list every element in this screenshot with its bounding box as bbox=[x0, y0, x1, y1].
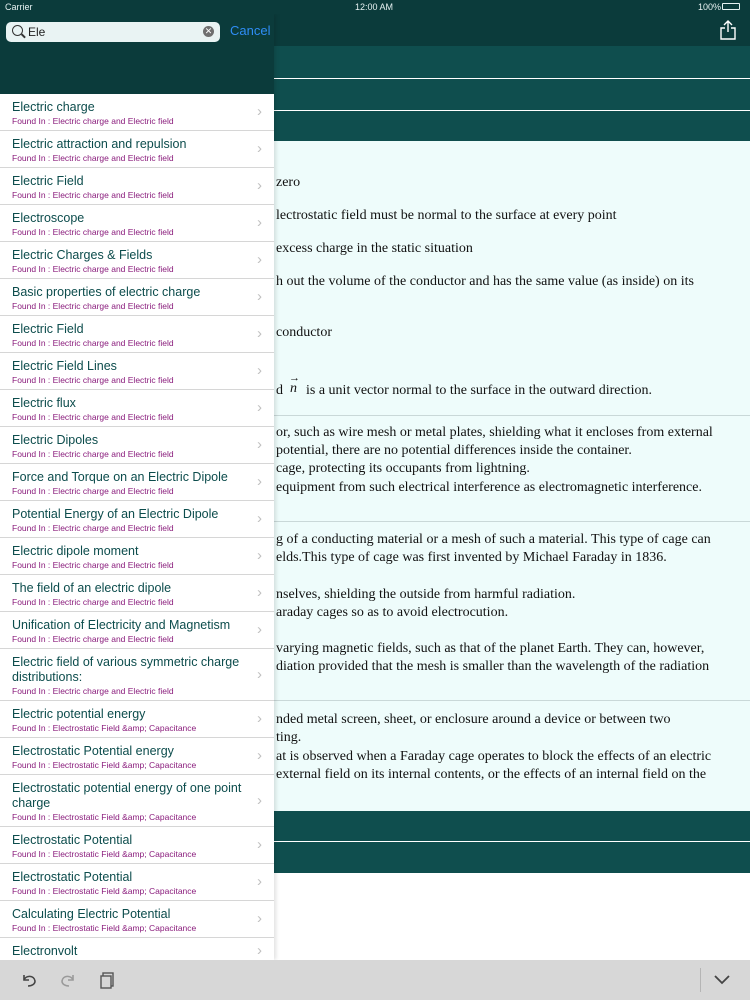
list-item[interactable] bbox=[0, 242, 274, 279]
divider bbox=[272, 521, 750, 522]
chevron-right-icon: › bbox=[257, 941, 262, 959]
undo-icon[interactable] bbox=[20, 972, 38, 988]
chevron-right-icon: › bbox=[257, 621, 262, 638]
content-line: nselves, shielding the outside from harmful radiation. bbox=[276, 587, 576, 602]
content-line: or, such as wire mesh or metal plates, shielding what it encloses from external bbox=[276, 425, 713, 440]
result-found-in: Found In : Electric charge and Electric field bbox=[12, 190, 174, 200]
battery-label: 100% bbox=[698, 2, 722, 12]
result-title: Electric dipole moment bbox=[12, 544, 139, 558]
list-item[interactable] bbox=[0, 827, 274, 864]
chevron-right-icon: › bbox=[257, 436, 262, 453]
result-title: Electric charge bbox=[12, 100, 95, 114]
result-found-in: Found In : Electric charge and Electric field bbox=[12, 686, 174, 696]
result-title: Electric attraction and repulsion bbox=[12, 137, 187, 151]
result-title: Electric Field Lines bbox=[12, 359, 117, 373]
chevron-right-icon: › bbox=[257, 710, 262, 727]
result-title: Electric Charges & Fields bbox=[12, 248, 153, 262]
result-found-in: Found In : Electric charge and Electric field bbox=[12, 449, 174, 459]
result-found-in: Found In : Electric charge and Electric field bbox=[12, 264, 174, 274]
results-list bbox=[0, 94, 274, 960]
result-found-in: Found In : Electric charge and Electric field bbox=[12, 523, 174, 533]
list-item[interactable] bbox=[0, 612, 274, 649]
list-item[interactable] bbox=[0, 168, 274, 205]
chevron-right-icon: › bbox=[257, 791, 262, 809]
content-line: ting. bbox=[276, 730, 302, 745]
result-found-in: Found In : Electric charge and Electric field bbox=[12, 338, 174, 348]
list-item[interactable] bbox=[0, 316, 274, 353]
content-line: g of a conducting material or a mesh of such a material. This type of cage can bbox=[276, 532, 711, 547]
clear-icon[interactable]: ✕ bbox=[204, 26, 213, 36]
list-item[interactable] bbox=[0, 575, 274, 612]
content-line: h out the volume of the conductor and has the same value (as inside) on its bbox=[276, 274, 694, 289]
list-item[interactable] bbox=[0, 701, 274, 738]
result-title: Electric Field bbox=[12, 174, 84, 188]
content-line: varying magnetic fields, such as that of the planet Earth. They can, however, bbox=[276, 641, 705, 656]
result-title: Electric Field bbox=[12, 322, 84, 336]
list-item[interactable] bbox=[0, 938, 274, 960]
result-title: Force and Torque on an Electric Dipole bbox=[12, 470, 228, 484]
search-input[interactable] bbox=[6, 22, 220, 42]
chevron-right-icon: › bbox=[257, 910, 262, 927]
share-icon[interactable] bbox=[719, 20, 737, 40]
list-item[interactable] bbox=[0, 901, 274, 938]
search-icon bbox=[12, 25, 23, 36]
content-line: diation provided that the mesh is smaller than the wavelength of the radiation bbox=[276, 659, 710, 674]
redo-icon[interactable] bbox=[59, 972, 77, 988]
content-line: lectrostatic field must be normal to the surface at every point bbox=[276, 208, 617, 223]
chevron-right-icon: › bbox=[257, 325, 262, 342]
result-title: Electric field of various symmetric charge distributions: bbox=[12, 655, 240, 684]
result-found-in: Found In : Electrostatic Field &amp; Capacitance bbox=[12, 849, 197, 859]
result-found-in: Found In : Electrostatic Field &amp; Capacitance bbox=[12, 760, 197, 770]
result-title: Unification of Electricity and Magnetism bbox=[12, 618, 231, 632]
result-title: Calculating Electric Potential bbox=[12, 907, 171, 921]
list-item[interactable] bbox=[0, 775, 274, 827]
content-line: excess charge in the static situation bbox=[276, 241, 473, 256]
list-item[interactable] bbox=[0, 205, 274, 242]
chevron-right-icon: › bbox=[257, 473, 262, 490]
cancel-button[interactable]: Cancel bbox=[230, 23, 271, 38]
list-item[interactable] bbox=[0, 738, 274, 775]
result-title: Electrostatic Potential bbox=[12, 833, 133, 847]
content-line: cage, protecting its occupants from lightning. bbox=[276, 461, 530, 476]
content-line: zero bbox=[276, 175, 301, 190]
result-title: Electrostatic potential energy of one point charge bbox=[12, 781, 242, 810]
content-line: is a unit vector normal to the surface in the outward direction. bbox=[306, 383, 653, 398]
content-line: equipment from such electrical interference as electromagnetic interference. bbox=[276, 480, 702, 495]
list-item[interactable] bbox=[0, 94, 274, 131]
result-found-in: Found In : Electric charge and Electric field bbox=[12, 486, 174, 496]
list-item[interactable] bbox=[0, 390, 274, 427]
result-found-in: Found In : Electric charge and Electric field bbox=[12, 116, 174, 126]
result-found-in: Found In : Electrostatic Field &amp; Capacitance bbox=[12, 923, 197, 933]
chevron-right-icon: › bbox=[257, 836, 262, 853]
result-found-in: Found In : Electric charge and Electric field bbox=[12, 153, 174, 163]
search-results-panel bbox=[0, 14, 274, 960]
list-item[interactable] bbox=[0, 427, 274, 464]
divider bbox=[272, 415, 750, 416]
chevron-right-icon: › bbox=[257, 399, 262, 416]
list-item[interactable] bbox=[0, 464, 274, 501]
result-found-in: Found In : Electrostatic Field &amp; Capacitance bbox=[12, 812, 197, 822]
result-found-in: Found In : Electric charge and Electric field bbox=[12, 227, 174, 237]
toolbar-divider bbox=[700, 968, 701, 992]
vector-n-symbol: → n bbox=[289, 372, 300, 396]
list-item[interactable] bbox=[0, 864, 274, 901]
result-title: Potential Energy of an Electric Dipole bbox=[12, 507, 219, 521]
chevron-right-icon: › bbox=[257, 140, 262, 157]
result-title: Electric flux bbox=[12, 396, 76, 410]
search-bar bbox=[0, 14, 274, 94]
content-line: at is observed when a Faraday cage operates to block the effects of an electric bbox=[276, 749, 712, 764]
result-found-in: Found In : Electric charge and Electric field bbox=[12, 597, 174, 607]
chevron-right-icon: › bbox=[257, 251, 262, 268]
list-item[interactable] bbox=[0, 538, 274, 575]
result-title: Electrostatic Potential bbox=[12, 870, 133, 884]
content-line: d bbox=[276, 383, 283, 398]
result-found-in: Found In : Electric charge and Electric field bbox=[12, 412, 174, 422]
result-found-in: Found In : Electric charge and Electric field bbox=[12, 375, 174, 385]
result-title: Electrostatic Potential energy bbox=[12, 744, 174, 758]
chevron-right-icon: › bbox=[257, 584, 262, 601]
result-found-in: Found In : Electric charge and Electric field bbox=[12, 301, 174, 311]
carrier-label: Carrier bbox=[5, 2, 33, 12]
result-title: Electric potential energy bbox=[12, 707, 146, 721]
result-found-in: Found In : Electric charge and Electric field bbox=[12, 560, 174, 570]
chevron-right-icon: › bbox=[257, 214, 262, 231]
clock: 12:00 AM bbox=[355, 2, 394, 12]
list-item[interactable] bbox=[0, 131, 274, 168]
chevron-right-icon: › bbox=[257, 747, 262, 764]
content-line: elds.This type of cage was first invented by Michael Faraday in 1836. bbox=[276, 550, 667, 565]
result-title: The field of an electric dipole bbox=[12, 581, 172, 595]
list-item[interactable] bbox=[0, 279, 274, 316]
chevron-right-icon: › bbox=[257, 547, 262, 564]
divider bbox=[272, 700, 750, 701]
result-title: Electronvolt bbox=[12, 944, 78, 958]
result-found-in: Found In : Electric charge and Electric field bbox=[12, 634, 174, 644]
result-title: Electric Dipoles bbox=[12, 433, 99, 447]
content-line: conductor bbox=[276, 325, 332, 340]
content-line: potential, there are no potential differences inside the container. bbox=[276, 443, 632, 458]
chevron-right-icon: › bbox=[257, 873, 262, 890]
chevron-down-icon[interactable] bbox=[713, 974, 731, 986]
content-line: nded metal screen, sheet, or enclosure around a device or between two bbox=[276, 712, 671, 727]
chevron-right-icon: › bbox=[257, 510, 262, 527]
chevron-right-icon: › bbox=[257, 177, 262, 194]
chevron-right-icon: › bbox=[257, 362, 262, 379]
chevron-right-icon: › bbox=[257, 103, 262, 120]
clipboard-icon[interactable] bbox=[99, 971, 117, 989]
result-found-in: Found In : Electrostatic Field &amp; Capacitance bbox=[12, 886, 197, 896]
content-line: external field on its internal contents, or the effects of an internal field on the bbox=[276, 767, 707, 782]
chevron-right-icon: › bbox=[257, 288, 262, 305]
result-title: Electroscope bbox=[12, 211, 85, 225]
list-item[interactable] bbox=[0, 649, 274, 701]
content-line: araday cages so as to avoid electrocution. bbox=[276, 605, 509, 620]
chevron-right-icon: › bbox=[257, 665, 262, 683]
list-item[interactable] bbox=[0, 353, 274, 390]
battery-icon bbox=[722, 3, 740, 10]
list-item[interactable] bbox=[0, 501, 274, 538]
search-value: Ele bbox=[28, 25, 46, 39]
result-found-in: Found In : Electrostatic Field &amp; Capacitance bbox=[12, 723, 197, 733]
bottom-toolbar bbox=[0, 960, 750, 1000]
result-title: Basic properties of electric charge bbox=[12, 285, 201, 299]
status-bar bbox=[0, 0, 750, 14]
